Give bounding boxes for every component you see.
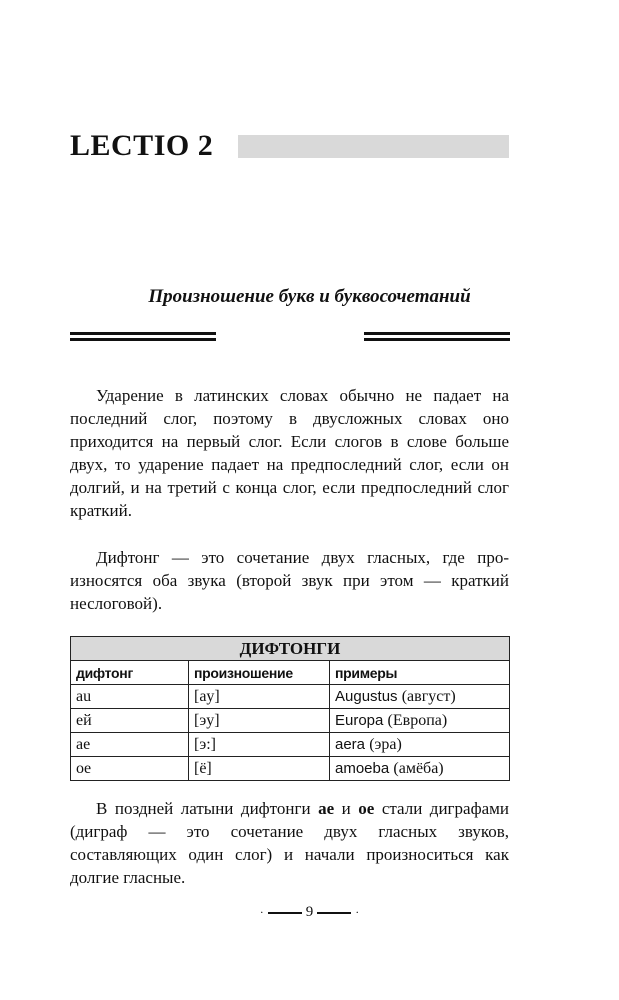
p3-bold-oe: oe: [358, 799, 375, 818]
cell-example: [330, 733, 510, 757]
p3-text-before: В поздней латыни дифтонги: [96, 799, 319, 818]
cell-example: [330, 685, 510, 709]
footer-dash-left: [268, 912, 302, 914]
header-diphthong: дифтонг: [71, 661, 189, 685]
section-subtitle: Произношение букв и буквосочетаний: [148, 286, 471, 307]
example-russian: (август): [401, 687, 456, 705]
cell-pronunciation: [эу]: [189, 709, 330, 733]
example-latin: aera: [335, 735, 366, 753]
example-russian: (амёба): [393, 759, 444, 777]
diphthongs-table: [70, 636, 510, 781]
example-latin: Augustus: [335, 687, 398, 705]
cell-diphthong: oe: [71, 757, 189, 781]
cell-pronunciation: [ay]: [189, 685, 330, 709]
cell-pronunciation: [ё]: [189, 757, 330, 781]
table-row: [71, 685, 510, 709]
page-number-footer: [0, 903, 619, 921]
header-pronunciation: произношение: [189, 661, 330, 685]
header-examples: примеры: [330, 661, 510, 685]
table-row: [71, 757, 510, 781]
example-russian: (Европа): [387, 711, 448, 729]
table-row: [71, 709, 510, 733]
paragraph-late-latin: [70, 797, 509, 889]
cell-example: [330, 709, 510, 733]
example-latin: amoeba: [335, 759, 390, 777]
page-number: 9: [305, 904, 314, 920]
cell-diphthong: au: [71, 685, 189, 709]
example-russian: (эра): [369, 735, 402, 753]
title-shaded-bar: [238, 135, 509, 158]
p3-bold-ae: ae: [318, 799, 335, 818]
footer-dot-left: ·: [259, 905, 264, 919]
p3-text-after: стали диграфами (диграф — это сочетание двух гласных звуков, составляющих один слог) и начали произноситься как долгие гласные.: [70, 799, 509, 887]
paragraph-stress: Ударение в латинских словах обычно не падает на последний слог, поэтому в двусложных словах оно приходится на первый слог. Если слогов в слове больше двух, то ударение падает на предпоследний слог, если он долгий, и на третий с конца слог, если предпоследний слог краткий.: [70, 386, 509, 520]
cell-pronunciation: [э:]: [189, 733, 330, 757]
cell-diphthong: ae: [71, 733, 189, 757]
example-latin: Europa: [335, 711, 384, 729]
footer-dot-right: ·: [355, 905, 360, 919]
paragraph-diphthong-definition: Дифтонг — это сочетание двух гласных, где произносятся оба звука (второй звук при этом — краткий неслоговой).: [70, 548, 509, 613]
footer-dash-right: [317, 912, 351, 914]
table-header-row: [71, 661, 510, 685]
chapter-title: LECTIO 2: [70, 129, 214, 162]
table-title: ДИФТОНГИ: [71, 637, 510, 661]
double-rule-left: [70, 332, 216, 342]
double-rule-right: [364, 332, 510, 342]
cell-example: [330, 757, 510, 781]
table-row: [71, 733, 510, 757]
cell-diphthong: eй: [71, 709, 189, 733]
p3-text-mid: и: [334, 799, 359, 818]
